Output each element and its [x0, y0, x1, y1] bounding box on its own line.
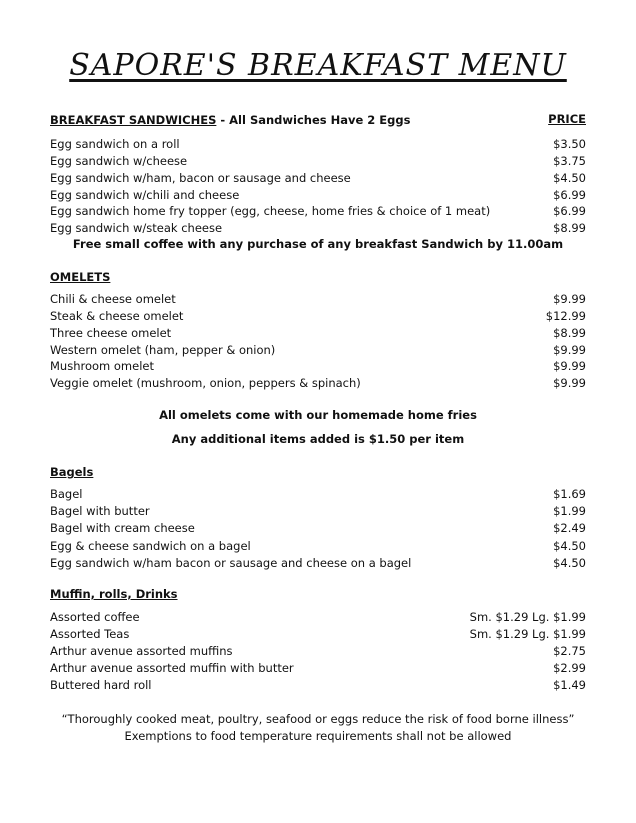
item-price: $3.75 — [553, 153, 586, 168]
menu-item — [50, 202, 586, 219]
price-header: PRICE — [548, 112, 586, 126]
item-price: $4.50 — [553, 555, 586, 570]
item-price: Sm. $1.29 Lg. $1.99 — [469, 626, 586, 641]
item-price: $3.50 — [553, 136, 586, 151]
menu-item — [50, 219, 586, 236]
item-name: Bagel with butter — [50, 503, 150, 518]
exemption-notice: Exemptions to food temperature requirements shall not be allowed — [124, 729, 512, 743]
menu-item — [50, 502, 586, 519]
menu-item — [50, 659, 586, 676]
omelet-note: All omelets come with our homemade home fries — [159, 408, 477, 422]
section-heading-bagels — [50, 465, 93, 479]
drinks-heading: Muffin, rolls, Drinks — [50, 587, 178, 601]
item-name: Arthur avenue assorted muffin with butter — [50, 660, 294, 675]
item-price: $8.99 — [553, 220, 586, 235]
omelet-extra-note: Any additional items added is $1.50 per item — [171, 432, 465, 446]
omelets-heading: OMELETS — [50, 270, 111, 284]
menu-title: SAPORE'S BREAKFAST MENU — [69, 48, 567, 83]
sandwiches-heading: BREAKFAST SANDWICHES — [50, 113, 217, 127]
menu-item — [50, 357, 586, 374]
item-name: Western omelet (ham, pepper & onion) — [50, 342, 276, 357]
item-name: Bagel — [50, 486, 83, 501]
item-price: $2.49 — [553, 520, 586, 535]
item-name: Egg sandwich w/chili and cheese — [50, 187, 240, 202]
item-price: $9.99 — [553, 375, 586, 390]
menu-item — [50, 537, 586, 554]
section-heading-sandwiches — [50, 113, 410, 127]
item-name: Egg sandwich on a roll — [50, 136, 180, 151]
item-price: $9.99 — [553, 342, 586, 357]
section-heading-omelets — [50, 270, 110, 284]
item-price: $6.99 — [553, 187, 586, 202]
menu-item — [50, 290, 586, 307]
menu-item — [50, 554, 586, 571]
item-name: Bagel with cream cheese — [50, 520, 195, 535]
item-name: Egg & cheese sandwich on a bagel — [50, 538, 251, 553]
item-price: $2.75 — [553, 643, 586, 658]
item-name: Chili & cheese omelet — [50, 291, 176, 306]
item-name: Egg sandwich w/cheese — [50, 153, 188, 168]
item-name: Egg sandwich w/ham bacon or sausage and cheese on a bagel — [50, 555, 412, 570]
item-price: $8.99 — [553, 325, 586, 340]
item-name: Three cheese omelet — [50, 325, 172, 340]
menu-item — [50, 608, 586, 625]
menu-item — [50, 186, 586, 203]
menu-item — [50, 485, 586, 502]
item-price: $12.99 — [545, 308, 586, 323]
item-name: Egg sandwich w/ham, bacon or sausage and cheese — [50, 170, 351, 185]
menu-item — [50, 341, 586, 358]
item-price: Sm. $1.29 Lg. $1.99 — [469, 609, 586, 624]
item-price: $4.50 — [553, 538, 586, 553]
menu-item — [50, 676, 586, 693]
menu-item — [50, 519, 586, 536]
menu-item — [50, 152, 586, 169]
item-name: Egg sandwich home fry topper (egg, cheese, home fries & choice of 1 meat) — [50, 203, 491, 218]
item-name: Assorted Teas — [50, 626, 130, 641]
item-price: $9.99 — [553, 358, 586, 373]
menu-item — [50, 169, 586, 186]
item-price: $6.99 — [553, 203, 586, 218]
menu-item — [50, 625, 586, 642]
section-heading-drinks — [50, 587, 178, 601]
menu-item — [50, 135, 586, 152]
item-name: Mushroom omelet — [50, 358, 154, 373]
item-price: $9.99 — [553, 291, 586, 306]
item-name: Buttered hard roll — [50, 677, 152, 692]
menu-item — [50, 642, 586, 659]
item-name: Assorted coffee — [50, 609, 140, 624]
item-price: $1.99 — [553, 503, 586, 518]
item-name: Steak & cheese omelet — [50, 308, 184, 323]
item-name: Egg sandwich w/steak cheese — [50, 220, 223, 235]
item-price: $4.50 — [553, 170, 586, 185]
sandwich-promo: Free small coffee with any purchase of any breakfast Sandwich by 11.00am — [72, 237, 564, 251]
item-name: Veggie omelet (mushroom, onion, peppers & spinach) — [50, 375, 361, 390]
menu-item — [50, 324, 586, 341]
item-price: $1.69 — [553, 486, 586, 501]
menu-item — [50, 307, 586, 324]
item-price: $2.99 — [553, 660, 586, 675]
menu-item — [50, 374, 586, 391]
item-name: Arthur avenue assorted muffins — [50, 643, 233, 658]
bagels-heading: Bagels — [50, 465, 94, 479]
sandwiches-subheading: - All Sandwiches Have 2 Eggs — [216, 113, 411, 127]
food-safety-notice: “Thoroughly cooked meat, poultry, seafood or eggs reduce the risk of food borne illness” — [61, 712, 575, 726]
item-price: $1.49 — [553, 677, 586, 692]
